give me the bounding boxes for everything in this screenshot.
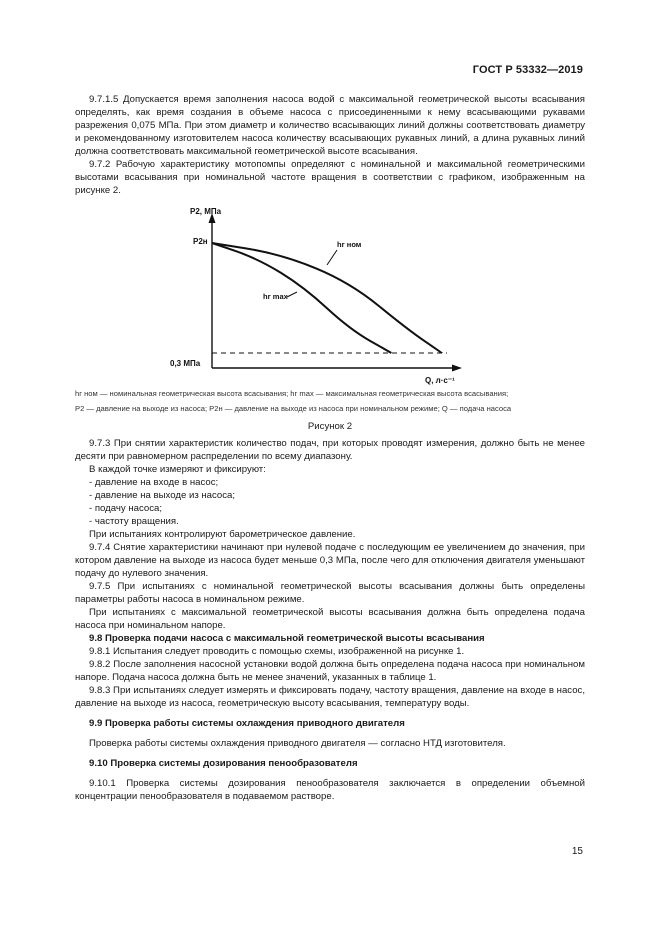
document-code: ГОСТ Р 53332—2019 <box>472 64 583 76</box>
pointer-nom <box>327 250 337 265</box>
page-number: 15 <box>571 846 583 857</box>
pump-characteristic-chart <box>75 203 585 385</box>
curve-nom-label: hг ном <box>337 240 362 249</box>
paragraph: 9.10.1 Проверка системы дозирования пенообразователя заключается в определении объемной концентрации пенообразователя в подаваемом растворе. <box>75 778 585 802</box>
curve-h-max <box>212 243 391 353</box>
paragraph: 9.8.1 Испытания следует проводить с помощью схемы, изображенной на рисунке 1. <box>89 646 465 657</box>
level-label: 0,3 МПа <box>170 359 201 368</box>
paragraph-9-7-1-5: 9.7.1.5 Допускается время заполнения насоса водой с максимальной геометрической высоты всасывания определять, как время создания в объеме насоса с присоединенными к нему всасывающими рукавами разрежения 0,075 МПа. При этом диаметр и количество всасывающих линий должны соответствовать диаметру и рекомендованному изготовителем насоса количеству всасывающих рукавных линий, а длина рукавных линий должна соответствовать максимальной геометрической высоте всасывания. <box>75 94 585 157</box>
curve-max-label: hг max <box>263 292 288 301</box>
paragraphs-after-figure <box>75 437 585 803</box>
paragraph: В каждой точке измеряют и фиксируют: <box>89 464 266 475</box>
figure-2 <box>75 203 585 385</box>
figure-title: Рисунок 2 <box>307 421 353 432</box>
section-heading: 9.8 Проверка подачи насоса с максимальной геометрической высоты всасывания <box>89 633 485 644</box>
p2n-label: P2н <box>193 237 208 246</box>
curve-h-nom <box>212 243 442 353</box>
paragraph: 9.7.3 При снятии характеристик количество подач, при которых проводят измерения, должно быть не менее десяти при равномерном распределении по всему диапазону. <box>75 438 585 462</box>
section-heading: 9.10 Проверка системы дозирования пенообразователя <box>89 758 358 769</box>
paragraph: - давление на входе в насос; <box>89 477 219 488</box>
x-axis-arrow <box>452 365 462 372</box>
body-text <box>75 93 585 803</box>
paragraph: При испытаниях контролируют барометрическое давление. <box>89 529 356 540</box>
paragraph-9-7-2: 9.7.2 Рабочую характеристику мотопомпы определяют с номинальной и максимальной геометрическими высотами всасывания при номинальной частоте вращения в соответствии с графиком, изображенным на рисунке 2. <box>75 159 585 196</box>
paragraph: При испытаниях с максимальной геометрической высоты всасывания должна быть определена подача насоса при номинальном напоре. <box>75 607 585 631</box>
paragraph: 9.7.5 При испытаниях с номинальной геометрической высоты всасывания должны быть определены параметры работы насоса в номинальном режиме. <box>75 581 585 605</box>
paragraph: - частоту вращения. <box>89 516 179 527</box>
y-axis-label: P2, МПа <box>190 207 222 216</box>
paragraph: 9.7.4 Снятие характеристики начинают при нулевой подаче с последующим ее увеличением до значения, при котором давление на выходе из насоса будет меньше 0,3 МПа, после чего для отключения двигателя уменьшают подачу до нулевого значения. <box>75 542 585 579</box>
paragraph: - подачу насоса; <box>89 503 163 514</box>
section-heading: 9.9 Проверка работы системы охлаждения приводного двигателя <box>89 718 405 729</box>
x-axis-label: Q, л·с⁻¹ <box>425 376 455 385</box>
figure-legend-line-1: hг ном — номинальная геометрическая высота всасывания; hг max — максимальная геометрическая высота всасывания; <box>75 389 509 398</box>
pointer-max <box>287 292 297 297</box>
paragraph: 9.8.2 После заполнения насосной установки водой должна быть определена подача насоса при номинальном напоре. Подача насоса должна быть не менее значений, указанных в таблице 1. <box>75 659 585 683</box>
paragraph: 9.8.3 При испытаниях следует измерять и фиксировать подачу, частоту вращения, давление на входе в насос, давление на выходе из насоса, геометрическую высоту всасывания, температуру воды. <box>75 685 585 709</box>
figure-legend-line-2: P2 — давление на выходе из насоса; P2н — давление на выходе из насоса при номинальном режиме; Q — подача насоса <box>75 403 512 413</box>
paragraph: Проверка работы системы охлаждения приводного двигателя — согласно НТД изготовителя. <box>89 738 506 749</box>
paragraph: - давление на выходе из насоса; <box>89 490 236 501</box>
